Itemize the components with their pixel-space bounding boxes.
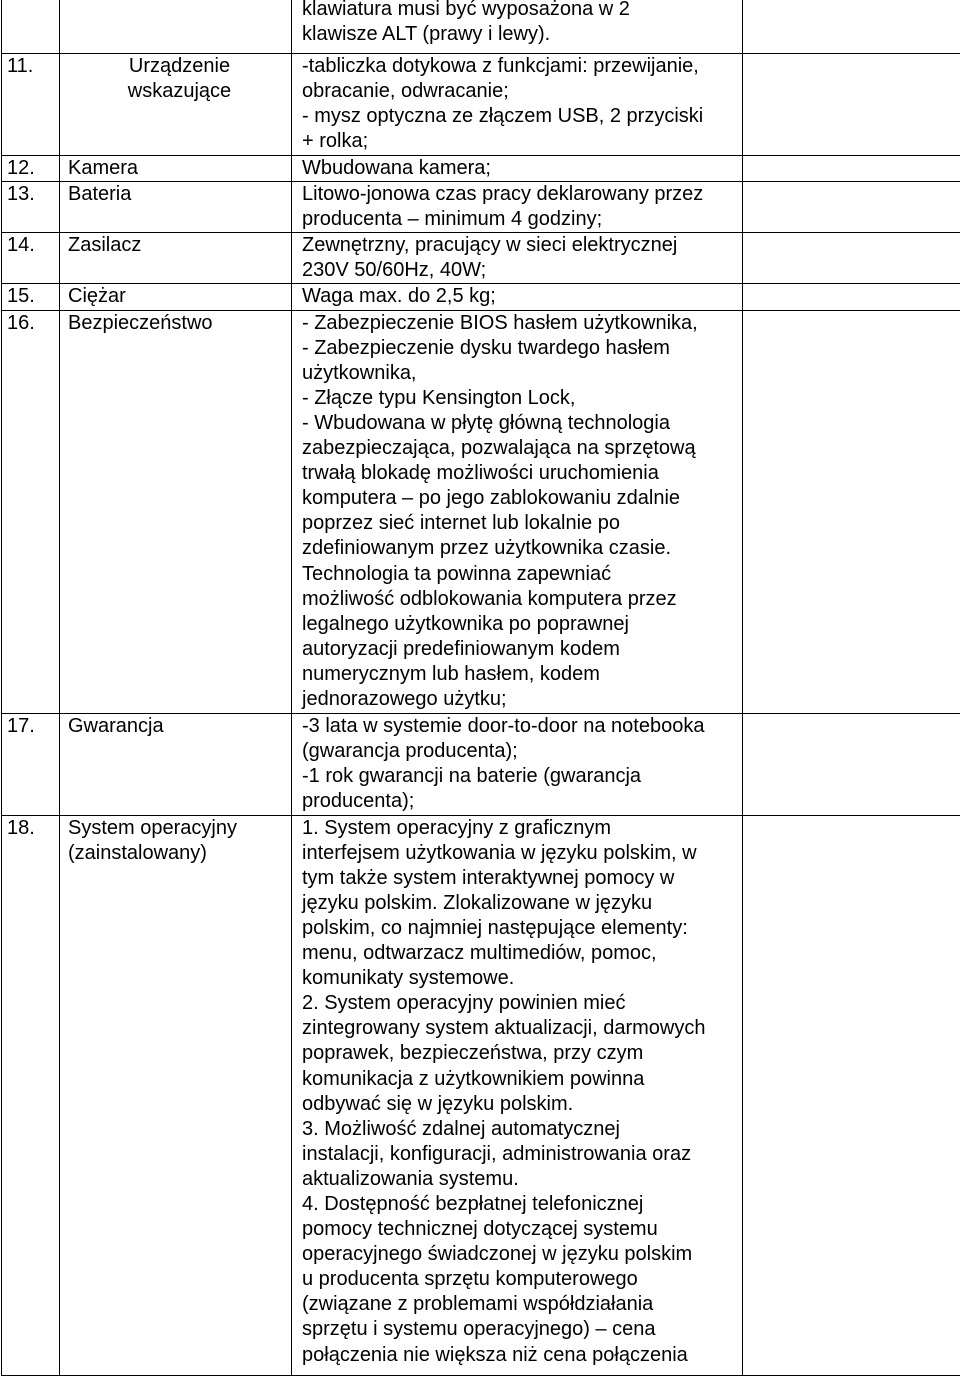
- table-row: [2, 310, 960, 713]
- requirement-line: autoryzacji predefiniowanym kodem: [302, 637, 742, 662]
- parameter-name-cell: [60, 0, 292, 54]
- requirement-line: Litowo-jonowa czas pracy deklarowany przez: [302, 182, 742, 207]
- table-row: [2, 156, 960, 182]
- parameter-name: (zainstalowany): [68, 841, 291, 866]
- requirement-cell: [292, 713, 743, 815]
- requirement-line: 3. Możliwość zdalnej automatycznej: [302, 1117, 742, 1142]
- requirement-line: - mysz optyczna ze złączem USB, 2 przyciski: [302, 104, 742, 129]
- requirement-line: 2. System operacyjny powinien mieć: [302, 991, 742, 1016]
- requirement-line: jednorazowego użytku;: [302, 687, 742, 712]
- requirement-line: polskim, co najmniej następujące elementy:: [302, 916, 742, 941]
- parameter-name-cell: [60, 182, 292, 233]
- row-number: 16.: [7, 311, 59, 336]
- requirement-line: 4. Dostępność bezpłatnej telefonicznej: [302, 1192, 742, 1217]
- requirement-line: (związane z problemami współdziałania: [302, 1292, 742, 1317]
- requirement-line: producenta);: [302, 789, 742, 814]
- parameter-name-cell: [60, 310, 292, 713]
- row-number-cell: [2, 233, 60, 284]
- requirement-cell: [292, 233, 743, 284]
- parameter-name-cell: [60, 815, 292, 1375]
- parameter-name: Bezpieczeństwo: [68, 311, 291, 336]
- offer-cell: [743, 54, 960, 156]
- requirement-line: Zewnętrzny, pracujący w sieci elektrycznej: [302, 233, 742, 258]
- requirement-line: - Złącze typu Kensington Lock,: [302, 386, 742, 411]
- requirement-line: połączenia nie większa niż cena połączenia: [302, 1343, 742, 1368]
- requirement-line: komputera – po jego zablokowaniu zdalnie: [302, 486, 742, 511]
- requirement-cell: [292, 156, 743, 182]
- requirement-line: 230V 50/60Hz, 40W;: [302, 258, 742, 283]
- requirement-line: instalacji, konfiguracji, administrowania oraz: [302, 1142, 742, 1167]
- row-number: 13.: [7, 182, 59, 207]
- offer-cell: [743, 815, 960, 1375]
- table-row: [2, 233, 960, 284]
- requirement-line: języku polskim. Zlokalizowane w języku: [302, 891, 742, 916]
- table-row: [2, 0, 960, 54]
- offer-cell: [743, 182, 960, 233]
- requirement-line: operacyjnego świadczonej w języku polskim: [302, 1242, 742, 1267]
- row-number: 14.: [7, 233, 59, 258]
- row-number-cell: [2, 156, 60, 182]
- requirement-line: zdefiniowanym przez użytkownika czasie.: [302, 536, 742, 561]
- row-number-cell: [2, 310, 60, 713]
- parameter-name-cell: [60, 233, 292, 284]
- table-row: [2, 713, 960, 815]
- requirement-cell: [292, 310, 743, 713]
- requirement-line: -tabliczka dotykowa z funkcjami: przewijanie,: [302, 54, 742, 79]
- requirement-line: pomocy technicznej dotyczącej systemu: [302, 1217, 742, 1242]
- offer-cell: [743, 310, 960, 713]
- row-number-cell: [2, 284, 60, 310]
- requirement-line: legalnego użytkownika po poprawnej: [302, 612, 742, 637]
- requirement-line: tym także system interaktywnej pomocy w: [302, 866, 742, 891]
- requirement-line: Waga max. do 2,5 kg;: [302, 284, 742, 309]
- parameter-name-cell: [60, 156, 292, 182]
- requirement-line: -3 lata w systemie door-to-door na notebooka: [302, 714, 742, 739]
- requirement-line: - Wbudowana w płytę główną technologia: [302, 411, 742, 436]
- requirement-line: u producenta sprzętu komputerowego: [302, 1267, 742, 1292]
- parameter-name: Kamera: [68, 156, 291, 181]
- parameter-name: Zasilacz: [68, 233, 291, 258]
- parameter-name: wskazujące: [68, 79, 291, 104]
- requirement-line: zintegrowany system aktualizacji, darmowych: [302, 1016, 742, 1041]
- offer-cell: [743, 156, 960, 182]
- requirement-line: numerycznym lub hasłem, kodem: [302, 662, 742, 687]
- specification-table-body: [2, 0, 960, 1375]
- requirement-line: -1 rok gwarancji na baterie (gwarancja: [302, 764, 742, 789]
- requirement-line: producenta – minimum 4 godziny;: [302, 207, 742, 232]
- requirement-line: 1. System operacyjny z graficznym: [302, 816, 742, 841]
- specification-table: [1, 0, 960, 1376]
- requirement-line: aktualizowania systemu.: [302, 1167, 742, 1192]
- offer-cell: [743, 233, 960, 284]
- row-number: 12.: [7, 156, 59, 181]
- parameter-name: Ciężar: [68, 284, 291, 309]
- requirement-line: (gwarancja producenta);: [302, 739, 742, 764]
- requirement-line: zabezpieczająca, pozwalająca na sprzętową: [302, 436, 742, 461]
- row-number-cell: [2, 54, 60, 156]
- requirement-line: poprzez sieć internet lub lokalnie po: [302, 511, 742, 536]
- requirement-line: sprzętu i systemu operacyjnego) – cena: [302, 1317, 742, 1342]
- requirement-line: użytkownika,: [302, 361, 742, 386]
- requirement-cell: [292, 815, 743, 1375]
- requirement-cell: [292, 54, 743, 156]
- requirement-line: - Zabezpieczenie BIOS hasłem użytkownika,: [302, 311, 742, 336]
- row-number-cell: [2, 815, 60, 1375]
- requirement-line: interfejsem użytkowania w języku polskim, w: [302, 841, 742, 866]
- row-number: 18.: [7, 816, 59, 841]
- parameter-name: Bateria: [68, 182, 291, 207]
- requirement-line: komunikacja z użytkownikiem powinna: [302, 1067, 742, 1092]
- offer-cell: [743, 0, 960, 54]
- requirement-line: klawiatura musi być wyposażona w 2: [302, 0, 742, 22]
- row-number-cell: [2, 0, 60, 54]
- offer-cell: [743, 713, 960, 815]
- requirement-line: menu, odtwarzacz multimediów, pomoc,: [302, 941, 742, 966]
- parameter-name-cell: [60, 54, 292, 156]
- requirement-line: możliwość odblokowania komputera przez: [302, 587, 742, 612]
- requirement-line: poprawek, bezpieczeństwa, przy czym: [302, 1041, 742, 1066]
- requirement-line: Wbudowana kamera;: [302, 156, 742, 181]
- requirement-cell: [292, 0, 743, 54]
- offer-cell: [743, 284, 960, 310]
- requirement-line: Technologia ta powinna zapewniać: [302, 562, 742, 587]
- table-row: [2, 815, 960, 1375]
- requirement-line: klawisze ALT (prawy i lewy).: [302, 22, 742, 47]
- row-number: 15.: [7, 284, 59, 309]
- requirement-line: - Zabezpieczenie dysku twardego hasłem: [302, 336, 742, 361]
- row-number-cell: [2, 713, 60, 815]
- requirement-line: odbywać się w języku polskim.: [302, 1092, 742, 1117]
- table-row: [2, 182, 960, 233]
- parameter-name: System operacyjny: [68, 816, 291, 841]
- table-row: [2, 284, 960, 310]
- requirement-line: trwałą blokadę możliwości uruchomienia: [302, 461, 742, 486]
- requirement-line: komunikaty systemowe.: [302, 966, 742, 991]
- row-number-cell: [2, 182, 60, 233]
- requirement-cell: [292, 182, 743, 233]
- requirement-cell: [292, 284, 743, 310]
- table-row: [2, 54, 960, 156]
- parameter-name: Gwarancja: [68, 714, 291, 739]
- requirement-line: + rolka;: [302, 129, 742, 154]
- parameter-name-cell: [60, 284, 292, 310]
- parameter-name: Urządzenie: [68, 54, 291, 79]
- row-number: 11.: [7, 54, 59, 79]
- row-number: 17.: [7, 714, 59, 739]
- requirement-line: obracanie, odwracanie;: [302, 79, 742, 104]
- parameter-name-cell: [60, 713, 292, 815]
